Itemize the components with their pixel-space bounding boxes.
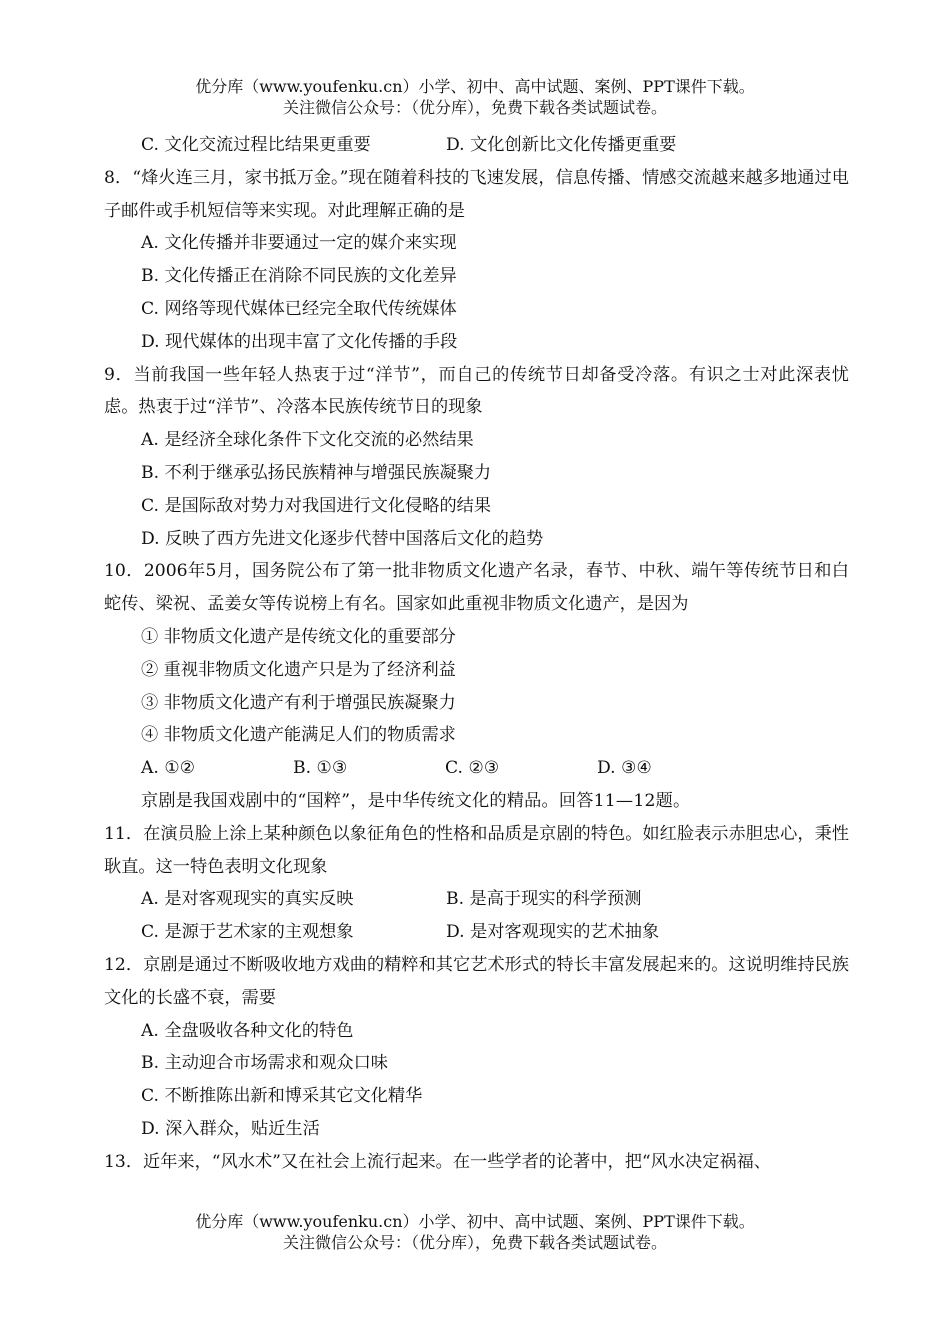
q11-option-b: B. 是高于现实的科学预测 bbox=[446, 889, 642, 910]
q7-options-row bbox=[104, 129, 849, 162]
q12-option-a: A. 全盘吸收各种文化的特色 bbox=[141, 1020, 354, 1041]
q10-option-d: D. ③④ bbox=[597, 758, 652, 779]
header-line-1: 优分库（www.youfenku.cn）小学、初中、高中试题、案例、PPT课件下载。 bbox=[195, 77, 755, 96]
header-line-2: 关注微信公众号：（优分库），免费下载各类试题试卷。 bbox=[282, 98, 667, 117]
q8-option-b: B. 文化传播正在消除不同民族的文化差异 bbox=[141, 266, 457, 287]
q10-option-b: B. ①③ bbox=[293, 758, 348, 779]
q12-option-b: B. 主动迎合市场需求和观众口味 bbox=[141, 1053, 388, 1074]
q9-option-b: B. 不利于继承弘扬民族精神与增强民族凝聚力 bbox=[141, 462, 492, 483]
q8-stem: 8．“烽火连三月，家书抵万金。”现在随着科技的飞速发展，信息传播、情感交流越来越多地通过电子邮件或手机短信等来实现。对此理解正确的是 bbox=[104, 167, 849, 221]
q9-option-c: C. 是国际敌对势力对我国进行文化侵略的结果 bbox=[141, 495, 492, 516]
question-content bbox=[104, 129, 849, 1179]
q10-option-a: A. ①② bbox=[141, 758, 196, 779]
q10-statement-2: ② 重视非物质文化遗产只是为了经济利益 bbox=[141, 659, 456, 680]
footer-line-2: 关注微信公众号：（优分库），免费下载各类试题试卷。 bbox=[282, 1233, 667, 1252]
q12-option-c: C. 不断推陈出新和博采其它文化精华 bbox=[141, 1086, 423, 1107]
q9-option-d: D. 反映了西方先进文化逐步代替中国落后文化的趋势 bbox=[141, 528, 544, 549]
q7-option-d: D. 文化创新比文化传播更重要 bbox=[446, 135, 677, 155]
q10-options-row bbox=[104, 752, 849, 785]
q11-options-row-2 bbox=[104, 916, 849, 949]
q10-stem: 10．2006年5月，国务院公布了第一批非物质文化遗产名录，春节、中秋、端午等传统节日和白蛇传、梁祝、孟姜女等传说榜上有名。国家如此重视非物质文化遗产，是因为 bbox=[104, 561, 849, 615]
q10-statement-1: ① 非物质文化遗产是传统文化的重要部分 bbox=[141, 626, 456, 647]
footer-line-1: 优分库（www.youfenku.cn）小学、初中、高中试题、案例、PPT课件下载。 bbox=[195, 1212, 755, 1231]
q12-stem: 12．京剧是通过不断吸收地方戏曲的精粹和其它艺术形式的特长丰富发展起来的。这说明维持民族文化的长盛不衰，需要 bbox=[104, 954, 849, 1008]
q10-statement-3: ③ 非物质文化遗产有利于增强民族凝聚力 bbox=[141, 692, 456, 713]
q11-stem: 11．在演员脸上涂上某种颜色以象征角色的性格和品质是京剧的特色。如红脸表示赤胆忠心，秉性耿直。这一特色表明文化现象 bbox=[104, 823, 849, 877]
q11-option-c: C. 是源于艺术家的主观想象 bbox=[141, 922, 354, 943]
q11-option-d: D. 是对客观现实的艺术抽象 bbox=[446, 922, 660, 943]
q8-option-a: A. 文化传播并非要通过一定的媒介来实现 bbox=[141, 233, 457, 254]
q7-option-c: C. 文化交流过程比结果更重要 bbox=[141, 135, 371, 155]
q11-option-a: A. 是对客观现实的真实反映 bbox=[141, 889, 354, 910]
q8-option-c: C. 网络等现代媒体已经完全取代传统媒体 bbox=[141, 298, 457, 319]
q13-stem: 13．近年来，“风水术”又在社会上流行起来。在一些学者的论著中，把“风水决定祸福、 bbox=[104, 1151, 771, 1172]
q10-statement-4: ④ 非物质文化遗产能满足人们的物质需求 bbox=[141, 725, 456, 746]
q11-options-row-1 bbox=[104, 883, 849, 916]
group-intro-text: 京剧是我国戏剧中的“国粹”，是中华传统文化的精品。回答11—12题。 bbox=[141, 790, 691, 811]
q9-stem: 9．当前我国一些年轻人热衷于过“洋节”，而自己的传统节日却备受冷落。有识之士对此深表忧虑。热衷于过“洋节”、冷落本民族传统节日的现象 bbox=[104, 364, 849, 418]
page-footer bbox=[0, 1211, 950, 1253]
q8-option-d: D. 现代媒体的出现丰富了文化传播的手段 bbox=[141, 331, 458, 352]
page-header bbox=[0, 76, 950, 118]
q10-option-c: C. ②③ bbox=[445, 758, 500, 779]
q9-option-a: A. 是经济全球化条件下文化交流的必然结果 bbox=[141, 430, 474, 451]
q12-option-d: D. 深入群众，贴近生活 bbox=[141, 1118, 320, 1139]
